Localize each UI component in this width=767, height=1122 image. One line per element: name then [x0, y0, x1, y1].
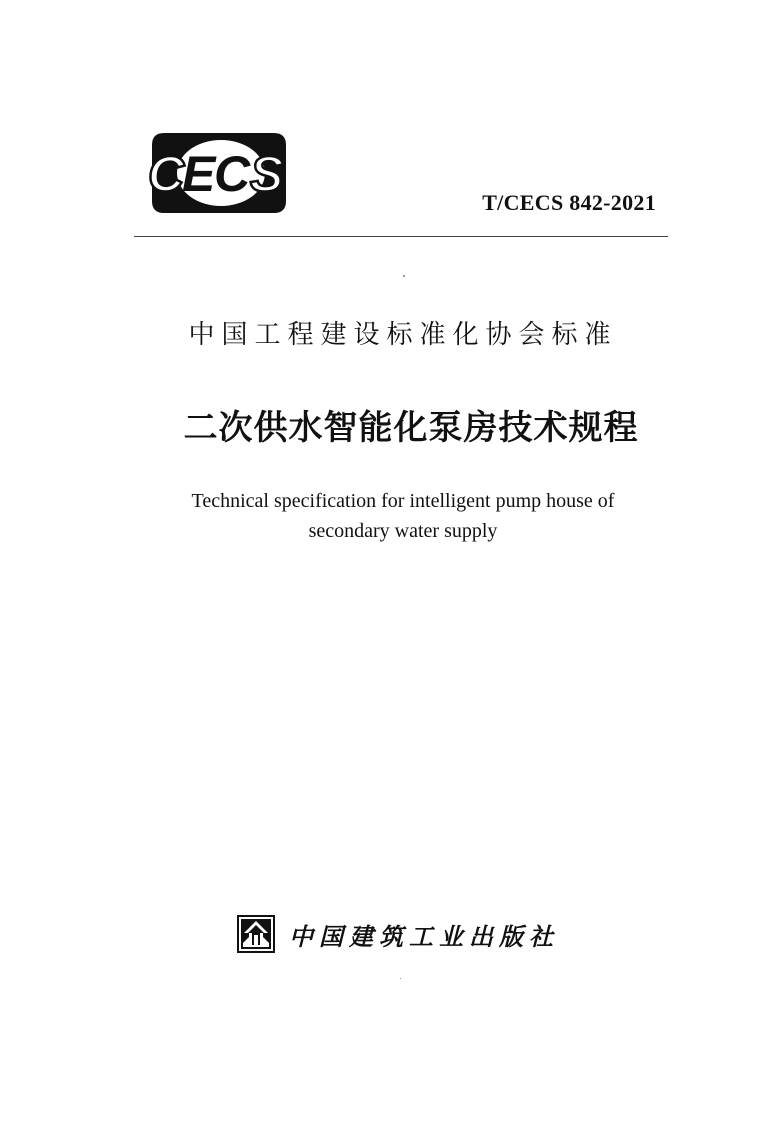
english-title — [0, 486, 767, 546]
publisher-emblem-icon — [237, 915, 275, 953]
standard-code: T/CECS 842-2021 — [482, 190, 656, 215]
cecs-logo-icon — [146, 133, 296, 213]
scan-speck — [400, 978, 401, 979]
svg-text:C: C — [214, 146, 251, 202]
publisher-block — [237, 912, 559, 956]
scan-speck — [403, 275, 405, 277]
svg-text:S: S — [250, 146, 284, 202]
header-divider — [134, 236, 668, 237]
english-title-line2: secondary water supply — [308, 520, 498, 542]
document-title: 二次供水智能化泵房技术规程 — [183, 408, 639, 448]
publisher-name: 中国建筑工业出版社 — [289, 921, 559, 951]
organization-title: 中国工程建设标准化协会标准 — [188, 320, 618, 350]
svg-text:C: C — [148, 146, 185, 202]
english-title-line1: Technical specification for intelligent pump house of — [191, 490, 615, 512]
svg-text:E: E — [182, 146, 216, 202]
